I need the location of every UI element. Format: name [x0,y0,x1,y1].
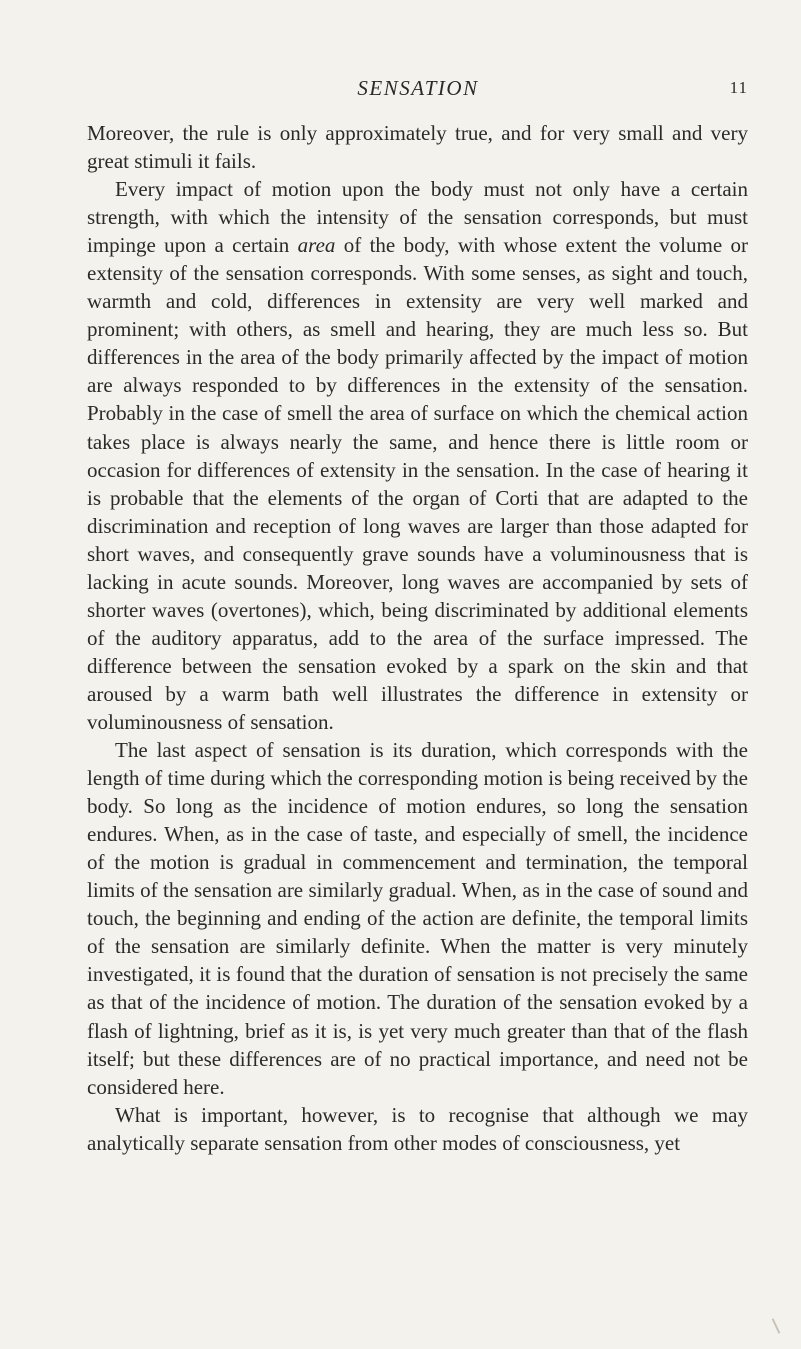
paragraph-4: What is important, however, is to recognise that although we may analytically separate sensation from other modes of consciousness, yet [87,1102,748,1155]
paragraph-2: Every impact of motion upon the body must not only have a certain strength, with which the intensity of the sensation corresponds, but must impinge upon a certain area of the body, with whose extent the volume or extensity of the sensation corresponds. With some senses, as sight and touch, warmth and cold, differences in extensity are very well marked and prominent; with others, as smell and hearing, they are much less so. But differences in the area of the body primarily affected by the impact of motion are always responded to by differences in the extensity of the sensation. Probably in the case of smell the area of surface on which the chemical action takes place is always nearly the same, and hence there is little room or occasion for differences of extensity in the sensation. In the case of hearing it is probable that the elements of the organ of Corti that are adapted to the discrimination and reception of long waves are larger than those adapted for short waves, and consequently grave sounds have a voluminousness that is lacking in acute sounds. Moreover, long waves are accompanied by sets of shorter waves (overtones), which, being discriminated by additional elements of the auditory apparatus, add to the area of the surface impressed. The difference between the sensation evoked by a spark on the skin and that aroused by a warm bath well illustrates the difference in extensity or voluminousness of sensation. [87,177,748,734]
paragraph-3: The last aspect of sensation is its duration, which corresponds with the length of time during which the corresponding motion is being received by the body. So long as the incidence of motion endures, so long the sensation endures. When, as in the case of taste, and especially of smell, the incidence of the motion is gradual in commencement and termination, the temporal limits of the sensation are similarly gradual. When, as in the case of sound and touch, the beginning and ending of the action are definite, the temporal limits of the sensation are similarly definite. When the matter is very minutely investigated, it is found that the duration of sensation is not precisely the same as that of the incidence of motion. The duration of the sensation evoked by a flash of lightning, brief as it is, is yet very much greater than that of the flash itself; but these differences are of no practical importance, and need not be considered here. [87,738,748,1099]
paragraph-1: Moreover, the rule is only approximately true, and for very small and very great stimuli it fails. [87,121,748,174]
page-header [88,76,748,106]
margin-mark [772,1318,781,1333]
body-text [87,119,748,1157]
emphasis-area: area [297,233,336,258]
page-number: 11 [729,78,748,97]
running-head: SENSATION [357,76,479,100]
